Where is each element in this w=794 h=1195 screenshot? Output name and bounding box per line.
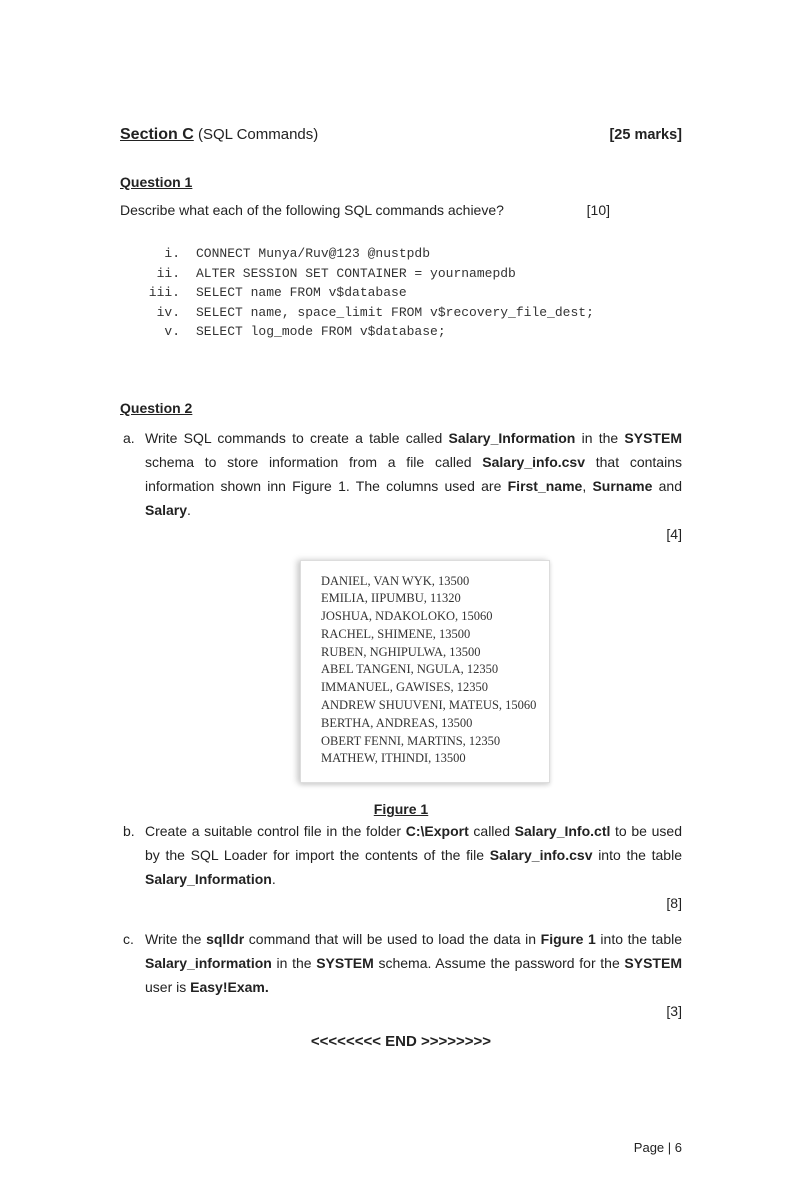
text-segment: user is xyxy=(145,979,191,996)
bold-term: SYSTEM xyxy=(624,429,682,446)
section-heading: Section C (SQL Commands) xyxy=(120,126,319,143)
data-row: DANIEL, VAN WYK, 13500 xyxy=(321,573,470,588)
question-1-marks: [10] xyxy=(586,202,610,218)
command-number: i. xyxy=(164,246,180,261)
text-segment: in the xyxy=(575,429,625,446)
item-label: c. xyxy=(123,931,134,948)
bold-term: Figure 1 xyxy=(540,931,596,948)
figure-1 xyxy=(300,560,682,784)
command-text: SELECT name FROM v$database xyxy=(196,285,407,300)
bold-term: Salary_info.csv xyxy=(482,453,586,470)
command-number: ii. xyxy=(156,265,180,281)
command-item xyxy=(140,264,682,284)
command-text: SELECT name, space_limit FROM v$recovery_file_dest; xyxy=(196,304,594,320)
bold-term: Salary_Information xyxy=(145,871,272,888)
item-marks: [8] xyxy=(666,895,682,912)
text-segment: schema. Assume the password for the xyxy=(373,955,625,972)
command-number: iv. xyxy=(156,304,180,320)
text-segment: schema to store information from a file called xyxy=(145,453,483,470)
figure-1-data xyxy=(300,560,550,784)
question-1-prompt: Describe what each of the following SQL commands achieve? xyxy=(120,202,504,218)
data-row: BERTHA, ANDREAS, 13500 xyxy=(321,715,473,730)
item-text xyxy=(145,823,682,887)
bold-term: SYSTEM xyxy=(316,955,374,972)
bold-term: SYSTEM xyxy=(624,955,682,972)
text-segment: . xyxy=(271,871,276,888)
command-list xyxy=(140,244,682,342)
command-text: ALTER SESSION SET CONTAINER = yournamepdb xyxy=(196,265,516,281)
command-text: CONNECT Munya/Ruv@123 @nustpdb xyxy=(196,246,431,261)
bold-term: sqlldr xyxy=(206,931,245,948)
question-1-prompt-row xyxy=(120,202,682,218)
figure-caption: Figure 1 xyxy=(373,801,429,818)
bold-term: First_name xyxy=(507,477,583,494)
command-number: v. xyxy=(164,324,180,339)
question-2a xyxy=(123,426,682,546)
item-text xyxy=(145,931,682,995)
command-item xyxy=(140,283,682,303)
data-row: OBERT FENNI, MARTINS, 12350 xyxy=(321,733,501,748)
item-label: b. xyxy=(123,823,135,840)
question-2b xyxy=(123,819,682,915)
bold-term: Salary_Information xyxy=(448,429,576,446)
text-segment: that contains information shown inn Figure 1. The columns used are xyxy=(145,453,682,494)
text-segment: called xyxy=(468,823,515,840)
bold-term: Salary_Info.ctl xyxy=(514,823,611,840)
text-segment: into the table xyxy=(592,847,682,864)
question-2c xyxy=(123,927,682,1023)
command-item xyxy=(140,244,682,264)
bold-term: C:\Export xyxy=(405,823,469,840)
text-segment: , xyxy=(582,477,593,494)
page-number: Page | 6 xyxy=(633,1140,682,1156)
data-row: RACHEL, SHIMENE, 13500 xyxy=(321,626,471,641)
text-segment: Create a suitable control file in the folder xyxy=(145,823,406,840)
command-item xyxy=(140,303,682,323)
bold-term: Salary xyxy=(145,501,188,518)
text-segment: Write the xyxy=(145,931,207,948)
bold-term: Salary_info.csv xyxy=(489,847,593,864)
question-1-heading: Question 1 xyxy=(120,174,193,190)
text-segment: and xyxy=(652,477,682,494)
data-row: IMMANUEL, GAWISES, 12350 xyxy=(321,680,489,695)
bold-term: Surname xyxy=(592,477,653,494)
item-label: a. xyxy=(123,429,135,446)
bold-term: Easy!Exam. xyxy=(190,979,269,996)
data-row: ABEL TANGENI, NGULA, 12350 xyxy=(321,662,499,677)
text-segment: . xyxy=(187,501,191,518)
data-row: MATHEW, ITHINDI, 13500 xyxy=(321,751,466,766)
bold-term: Salary_information xyxy=(145,955,272,972)
question-2-heading: Question 2 xyxy=(120,399,193,416)
data-row: EMILIA, IIPUMBU, 11320 xyxy=(321,591,461,606)
data-row: JOSHUA, NDAKOLOKO, 15060 xyxy=(321,609,493,624)
item-marks: [3] xyxy=(666,1003,682,1020)
command-text: SELECT log_mode FROM v$database; xyxy=(196,324,446,339)
data-row: ANDREW SHUUVENI, MATEUS, 15060 xyxy=(321,698,537,713)
text-segment: into the table xyxy=(595,931,682,948)
data-row: RUBEN, NGHIPULWA, 13500 xyxy=(321,644,481,659)
item-text xyxy=(145,430,682,518)
text-segment: Write SQL commands to create a table called xyxy=(145,429,449,446)
command-number: iii. xyxy=(148,285,180,300)
end-marker: <<<<<<<< END >>>>>>>> xyxy=(310,1033,492,1051)
command-item xyxy=(140,322,682,342)
text-segment: command that will be used to load the data in xyxy=(244,931,541,948)
section-header xyxy=(120,126,682,144)
text-segment: in the xyxy=(271,955,317,972)
item-marks: [4] xyxy=(666,525,682,542)
text-segment: to be used by the SQL Loader for import the contents of the file xyxy=(145,823,682,864)
section-marks: [25 marks] xyxy=(609,127,682,143)
